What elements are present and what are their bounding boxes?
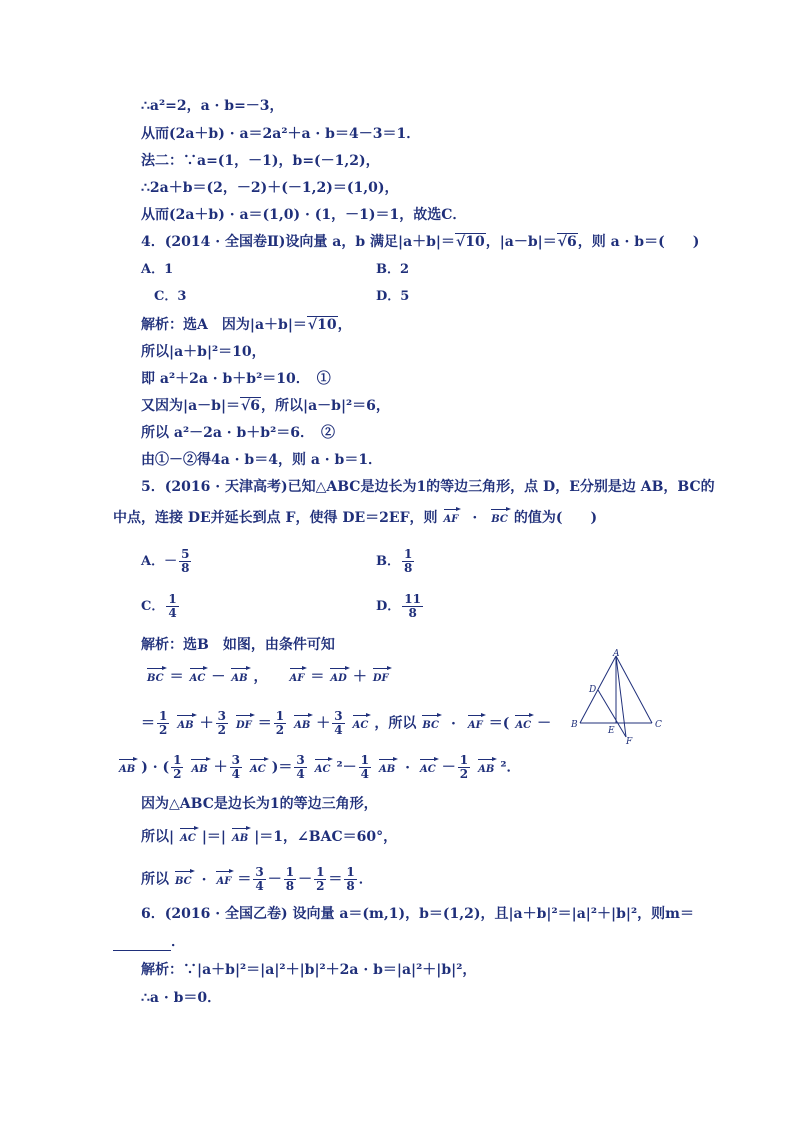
q5-solution-6: 所以| AC |＝| AB |＝1，∠BAC＝60°， (141, 826, 397, 846)
label-d: D (589, 685, 597, 695)
label-a: A (613, 649, 620, 659)
q4-option-c: C．3 (154, 289, 187, 304)
q4-solution-4: 又因为|a－b|＝√6，所以|a－b|²＝6， (141, 398, 390, 414)
solution-line-4: ∴2a＋b＝(2，－2)＋(－1,2)＝(1,0)， (141, 180, 399, 196)
q5-option-d: D． $\frac{11}{8}$ (376, 592, 421, 620)
q4-stem: 4．(2014 · 全国卷Ⅱ)设向量 a，b 满足|a＋b|＝√10，|a－b|＝√6，则 a · b＝( ) (141, 234, 700, 250)
answer-blank[interactable] (113, 936, 171, 951)
q4-solution-1: 解析：选A 因为|a＋b|＝√10， (141, 317, 352, 333)
q5-solution-3: ＝ $\frac{1}{2}$ AB ＋ $\frac{3}{2}$ DF ＝ $\frac{1}{2}$ AB ＋ $\frac{3}{4}$ AC ，所以 BC · AF ＝( AC － (141, 709, 552, 737)
q5-solution-7: 所以 BC · AF ＝ $\frac{3}{4}$ － $\frac{1}{8}$ － $\frac{1}{2}$ ＝ $\frac{1}{8}$ ． (141, 865, 373, 893)
solution-line-2: 从而(2a＋b) · a＝2a²＋a · b＝4－3＝1． (141, 126, 421, 142)
q5-option-b: B． $\frac{1}{8}$ (376, 547, 413, 575)
q5-option-a: A．－ $\frac{5}{8}$ (141, 547, 190, 575)
q6-solution-1: 解析：∵|a＋b|²＝|a|²＋|b|²＋2a · b＝|a|²＋|b|²， (141, 962, 477, 978)
q4-option-a: A．1 (141, 262, 174, 277)
q5-solution-2: BC ＝ AC － AB ， AF ＝ AD ＋ DF (141, 666, 395, 686)
q5-stem-2: 中点，连接 DE并延长到点 F，使得 DE＝2EF，则 AF · BC 的值为( ) (113, 507, 597, 527)
q4-option-b: B．2 (376, 262, 410, 277)
q6-solution-2: ∴a · b＝0． (141, 990, 222, 1006)
triangle-figure (568, 648, 668, 748)
q5-solution-1: 解析：选B 如图，由条件可知 (141, 637, 335, 653)
q4-solution-3: 即 a²＋2a · b＋b²＝10． ① (141, 371, 331, 387)
solution-line-1: ∴a²=2，a · b=－3， (141, 98, 284, 114)
q4-solution-5: 所以 a²－2a · b＋b²＝6． ② (141, 425, 335, 441)
label-e: E (608, 726, 615, 736)
q6-answer-blank: ． (113, 933, 185, 951)
q4-solution-6: 由①－②得4a · b＝4，则 a · b＝1． (141, 452, 383, 468)
label-f: F (626, 737, 633, 747)
q4-option-d: D．5 (376, 289, 410, 304)
q5-solution-4: AB ) · ( $\frac{1}{2}$ AB ＋ $\frac{3}{4}$ AC )＝ $\frac{3}{4}$ AC ²－ $\frac{1}{4}$ AB · AC － $\frac{1}{2}$ AB ²． (119, 753, 521, 781)
q5-option-c: C． $\frac{1}{4}$ (141, 592, 177, 620)
solution-line-5: 从而(2a＋b) · a＝(1,0) · (1，－1)＝1，故选C． (141, 207, 467, 223)
q5-stem-1: 5．(2016 · 天津高考)已知△ABC是边长为1的等边三角形，点 D，E分别是边 AB，BC的 (141, 479, 715, 495)
label-b: B (571, 720, 578, 730)
q5-solution-5: 因为△ABC是边长为1的等边三角形， (141, 796, 378, 812)
solution-line-3: 法二：∵a=(1，－1)，b=(－1,2)， (141, 153, 380, 169)
q6-stem: 6．(2016 · 全国乙卷) 设向量 a＝(m,1)，b＝(1,2)，且|a＋b|²＝|a|²＋|b|²，则m＝ (141, 906, 694, 922)
label-c: C (655, 720, 662, 730)
q4-solution-2: 所以|a＋b|²＝10， (141, 344, 266, 360)
